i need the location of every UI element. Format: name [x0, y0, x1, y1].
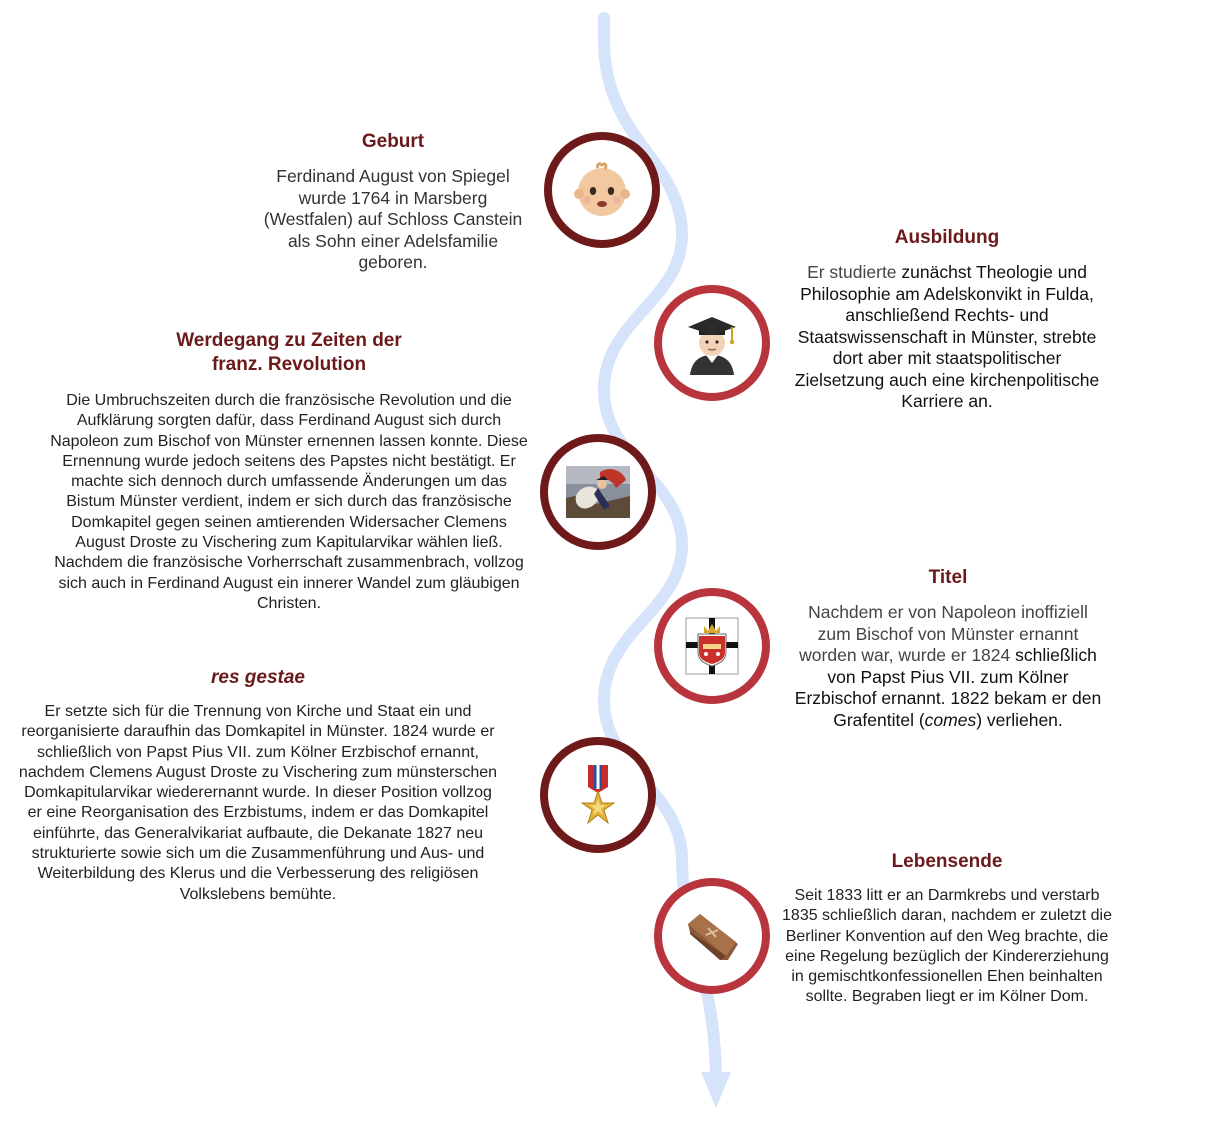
entry-title-text-em: comes	[924, 709, 977, 730]
node-end	[654, 878, 770, 994]
entry-title-text-mid: schließlich von Papst Pius VII. zum Kölner Erzbischof ernannt. 1822 bekam er den Grafentitel (	[794, 645, 1102, 730]
coffin-icon	[680, 904, 744, 968]
entry-end	[780, 850, 1114, 1008]
node-revolution	[540, 434, 656, 550]
entry-title-title: Titel	[928, 567, 968, 588]
entry-res-gestae	[16, 666, 500, 905]
node-education	[654, 285, 770, 401]
node-res-gestae	[540, 737, 656, 853]
entry-end-title: Lebensende	[891, 851, 1003, 872]
entry-revolution	[48, 329, 530, 614]
entry-education-text-start: Er studierte	[807, 262, 902, 282]
entry-res-gestae-text: Er setzte sich für die Trennung von Kirche und Staat ein und reorganisierte daraufhin das Domkapitel in Münster. 1824 wurde er schließlich von Papst Pius VII. zum Kölner Erzbischof ernannt, nachdem Clemens August Droste zu Vischering zum münsterschen Domkapitularvikar wiederernannt wurde. In dieser Position vollzog er eine Reorganisation des Erzbistums, indem er das Domkapitel einführte, das Generalvikariat aufbaute, die Dekanate 1827 neu strukturierte sowie sich um die Zusammenführung und Aus- und Weiterbildung des Klerus und die Verbesserung des religiösen Volkslebens bemühte.	[18, 703, 498, 903]
entry-education	[792, 226, 1102, 413]
entry-education-text	[792, 262, 1102, 413]
entry-revolution-title	[48, 329, 530, 377]
entry-title-text	[794, 602, 1102, 731]
entry-revolution-text: Die Umbruchszeiten durch die französische Revolution und die Aufklärung sorgten dafür, dass Ferdinand August sich durch Napoleon zum Bischof von Münster ernennen lassen konnte. Diese Ernennung wurde jedoch seitens des Papstes nicht bestätigt. Er machte sich dennoch durch umfassende Änderungen um das Bistum Münster verdient, indem er sich durch das französische Domkapitel gegen seinen amtierenden Widersacher Clemens August Droste zu Vischering zum Kapitularvikar wählen ließ. Nachdem die französische Vorherrschaft zusammenbrach, vollzog sich auch in Ferdinand August ein innerer Wandel zum gläubigen Christen.	[50, 392, 528, 612]
baby-face-icon	[570, 158, 634, 222]
entry-education-title: Ausbildung	[894, 227, 1000, 248]
entry-birth	[256, 130, 530, 274]
coat-of-arms-icon	[684, 614, 740, 678]
entry-birth-text: Ferdinand August von Spiegel wurde 1764 in Marsberg (Westfalen) auf Schloss Canstein als Sohn einer Adelsfamilie geboren.	[263, 166, 523, 272]
entry-end-text: Seit 1833 litt er an Darmkrebs und verstarb 1835 schließlich daran, nachdem er zuletzt die Berliner Konvention auf den Weg brachte, die eine Regelung bezüglich der Kindererziehung in gemischtkonfessionellen Ehen beinhalten sollte. Begraben liegt er im Kölner Dom.	[782, 887, 1112, 1006]
timeline-arrowhead	[701, 1072, 731, 1108]
node-birth	[544, 132, 660, 248]
entry-title-text-start: Nachdem er von Napoleon inoffiziell zum Bischof von Münster ernannt worden war, wurde er 1824	[799, 602, 1088, 665]
entry-birth-title: Geburt	[361, 131, 425, 152]
entry-education-text-rest: zunächst Theologie und Philosophie am Adelskonvikt in Fulda, anschließend Rechts- und Staatswissenschaft in Münster, strebte dort aber mit staatspolitischer Zielsetzung auch eine kirchenpolitische Karriere an.	[794, 262, 1100, 411]
entry-res-gestae-title: res gestae	[210, 667, 305, 688]
napoleon-painting-icon	[566, 466, 630, 518]
node-title	[654, 588, 770, 704]
entry-revolution-title-line2: franz. Revolution	[211, 354, 367, 375]
entry-title-text-end: ) verliehen.	[976, 709, 1063, 730]
military-medal-icon	[576, 763, 620, 827]
entry-revolution-title-line1: Werdegang zu Zeiten der	[176, 330, 402, 351]
student-graduation-cap-icon	[680, 311, 744, 375]
entry-title	[794, 566, 1102, 731]
